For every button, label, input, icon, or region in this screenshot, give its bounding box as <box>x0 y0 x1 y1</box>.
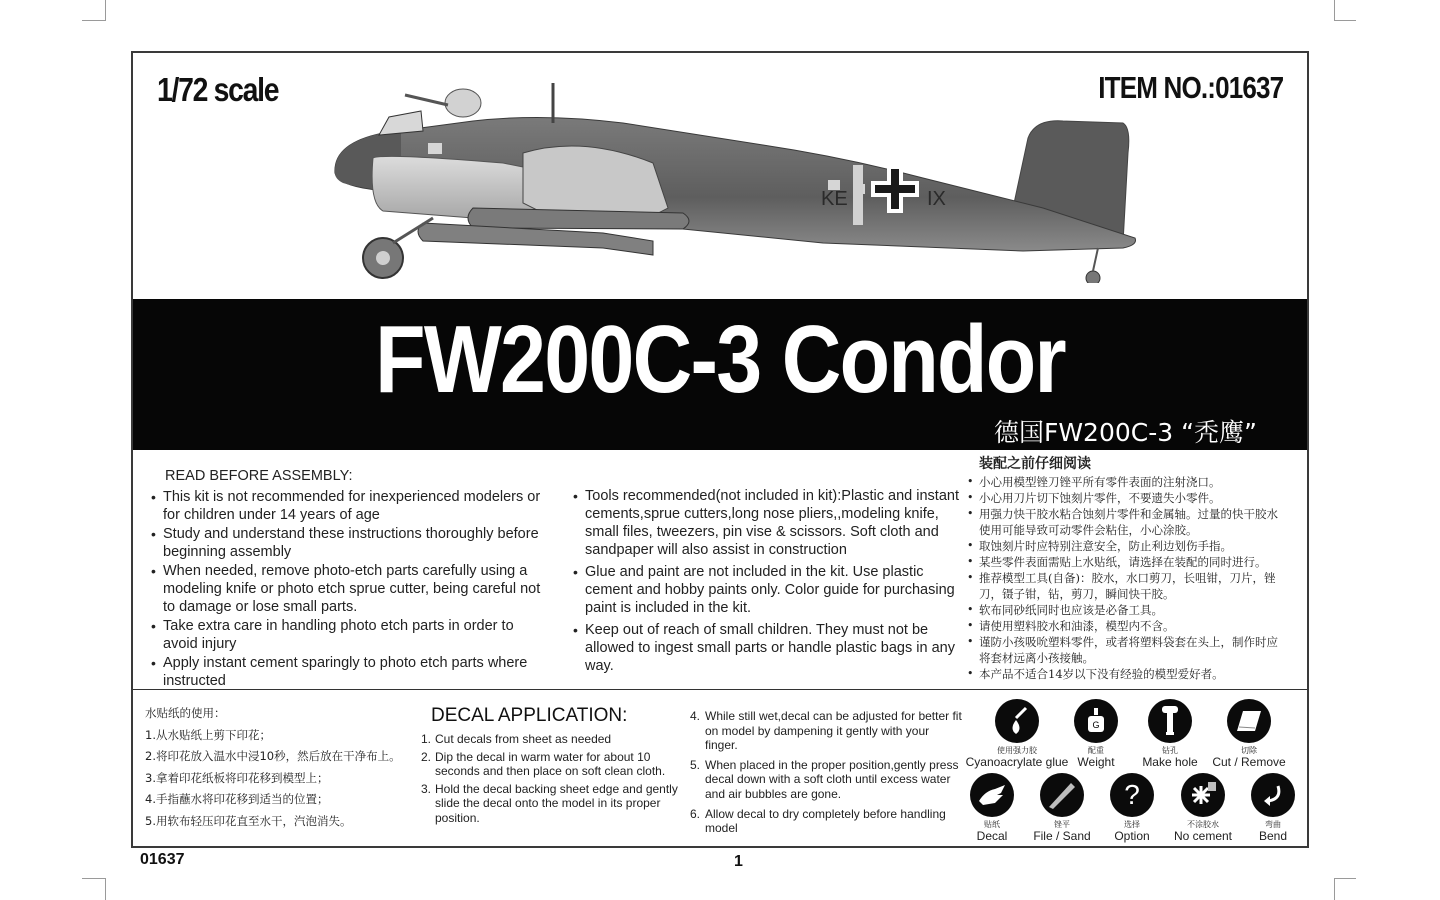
read-before-assembly-section <box>133 450 1307 690</box>
legend-file: 锉平 File / Sand <box>1002 773 1122 843</box>
scale-label: 1/72 scale <box>157 71 279 108</box>
decal-step: 2. Dip the decal in warm water for about 10 seconds and then place on soft clean cloth. <box>421 749 666 779</box>
page-number: 1 <box>734 853 743 870</box>
decal-cn-step: 4.手指蘸水将印花移到适当的位置； <box>145 792 329 806</box>
decal-cn-step: 5.用软布轻压印花直至水干，汽泡消失。 <box>145 813 352 828</box>
warning-item-cn: • 取蚀刻片时应特别注意安全，防止利边划伤手指。 <box>967 538 1287 554</box>
legend-glue: 使用强力胶 Cyanoacrylate glue <box>957 699 1077 769</box>
legend-bend: 弯曲 Bend <box>1213 773 1333 843</box>
crop-mark-top-left <box>82 0 106 21</box>
decal-step: 4. While still wet,decal can be adjusted for better fit on model by dampening it gently with your finger. <box>690 709 962 753</box>
aircraft-illustration <box>323 83 1143 283</box>
decal-step: 3. Hold the decal backing sheet edge and gently slide the decal onto the model in its proper position. <box>421 781 678 825</box>
legend-option: ? 选择 Option <box>1072 773 1192 843</box>
crop-mark-top-right <box>1334 0 1356 21</box>
legend-decal: 贴纸 Decal <box>932 773 1052 843</box>
legend-cut: 切除 Cut / Remove <box>1189 699 1309 769</box>
warnings-column-2 <box>573 487 973 679</box>
warning-item: • Take extra care in handling photo etch parts in order to avoid injury <box>151 617 551 653</box>
decal-cn-heading: 水贴纸的使用： <box>145 706 226 720</box>
warning-item: • Keep out of reach of small children. They must not be allowed to ingest small parts or handle plastic bags in any way. <box>573 621 973 675</box>
symbol-legend <box>961 699 1301 847</box>
warning-item: • Glue and paint are not included in the kit. Use plastic cement and hobby paints only. Color guide for purchasing paint is included in the kit. <box>573 563 973 617</box>
warning-item-cn: • 推荐模型工具(自备)：胶水，水口剪刀，长咀钳，刀片，锉刀，镊子钳，钻，剪刀，瞬间快干胶。 <box>967 570 1287 602</box>
glue-drop-icon <box>995 699 1039 743</box>
warnings-column-1 <box>151 488 551 691</box>
decal-application-section <box>133 691 1307 848</box>
warning-item: • Study and understand these instructions thoroughly before beginning assembly <box>151 525 551 561</box>
warning-item-cn: • 软布同砂纸同时也应该是必备工具。 <box>967 602 1287 618</box>
legend-make-hole: 钻孔 Make hole <box>1110 699 1230 769</box>
svg-text:IX: IX <box>927 188 946 210</box>
warning-item-cn: • 小心用刀片切下蚀刻片零件，不要遗失小零件。 <box>967 490 1287 506</box>
warning-item-cn: • 谨防小孩吸吮塑料零件，或者将塑料袋套在头上，制作时应将套材远离小孩接触。 <box>967 634 1287 666</box>
svg-text:KE: KE <box>821 188 848 210</box>
warning-item-cn: • 某些零件表面需贴上水贴纸，请选择在装配的同时进行。 <box>967 554 1287 570</box>
drill-icon <box>1148 699 1192 743</box>
instruction-sheet <box>131 51 1309 848</box>
bend-icon <box>1251 773 1295 817</box>
crop-mark-bottom-left <box>82 878 106 900</box>
kit-title: FW200C-3 Condor <box>375 306 1065 413</box>
warning-item-cn: • 本产品不适合14岁以下没有经验的模型爱好者。 <box>967 666 1287 682</box>
question-icon: ? <box>1110 773 1154 817</box>
decal-cn-step: 3.拿着印花纸板将印花移到模型上； <box>145 770 329 785</box>
legend-no-cement: 不涂胶水 No cement <box>1143 773 1263 843</box>
item-number: ITEM NO.:01637 <box>1097 70 1283 105</box>
title-band <box>133 299 1307 450</box>
decal-steps-chinese <box>145 703 401 832</box>
decal-heading: DECAL APPLICATION: <box>431 705 628 726</box>
warning-item: • This kit is not recommended for inexperienced modelers or for children under 14 years of age <box>151 488 551 524</box>
warning-item-cn: • 小心用模型锉刀锉平所有零件表面的注射浇口。 <box>967 474 1287 490</box>
decal-cn-step: 1.从水贴纸上剪下印花； <box>145 727 271 742</box>
crop-mark-bottom-right <box>1334 878 1356 900</box>
read-before-heading: READ BEFORE ASSEMBLY: <box>165 468 353 484</box>
decal-steps-1-3 <box>421 732 691 829</box>
decal-cn-step: 2.将印花放入温水中浸10秒，然后放在干净布上。 <box>145 749 401 763</box>
decal-step: 5. When placed in the proper position,gently press decal down with a soft cloth until excess water and air bubbles are gone. <box>690 757 959 801</box>
warning-item: • Apply instant cement sparingly to photo etch parts where instructed <box>151 654 551 690</box>
svg-text:G: G <box>1092 720 1100 730</box>
decal-step: 6. Allow decal to dry completely before handling model <box>690 806 946 836</box>
kit-title-chinese: 德国FW200C-3 “秃鹰” <box>993 418 1257 447</box>
warning-item-cn: • 请使用塑料胶水和油漆，模型内不含。 <box>967 618 1287 634</box>
warning-item-cn: • 用强力快干胶水粘合蚀刻片零件和金属轴。过量的快干胶水使用可能导致可动零件会粘住，小心涂胶。 <box>967 506 1287 538</box>
warning-item: • Tools recommended(not included in kit):Plastic and instant cements,sprue cutters,long nose pliers,,modeling knife, small files, tweezers, pin vise & scissors. Soft cloth and sandpaper will also assist in construction <box>573 487 973 559</box>
chinese-heading: 装配之前仔细阅读 <box>979 456 1091 472</box>
warnings-column-chinese <box>967 456 1287 682</box>
footer-item-code: 01637 <box>140 851 185 868</box>
warning-item: • When needed, remove photo-etch parts carefully using a modeling knife or photo etch sprue cutter, being careful not to damage or lose small parts. <box>151 562 551 616</box>
legend-weight: G 配重 Weight <box>1036 699 1156 769</box>
decal-steps-4-6 <box>690 709 965 841</box>
decal-step: 1. Cut decals from sheet as needed <box>421 732 612 746</box>
cut-icon <box>1227 699 1271 743</box>
